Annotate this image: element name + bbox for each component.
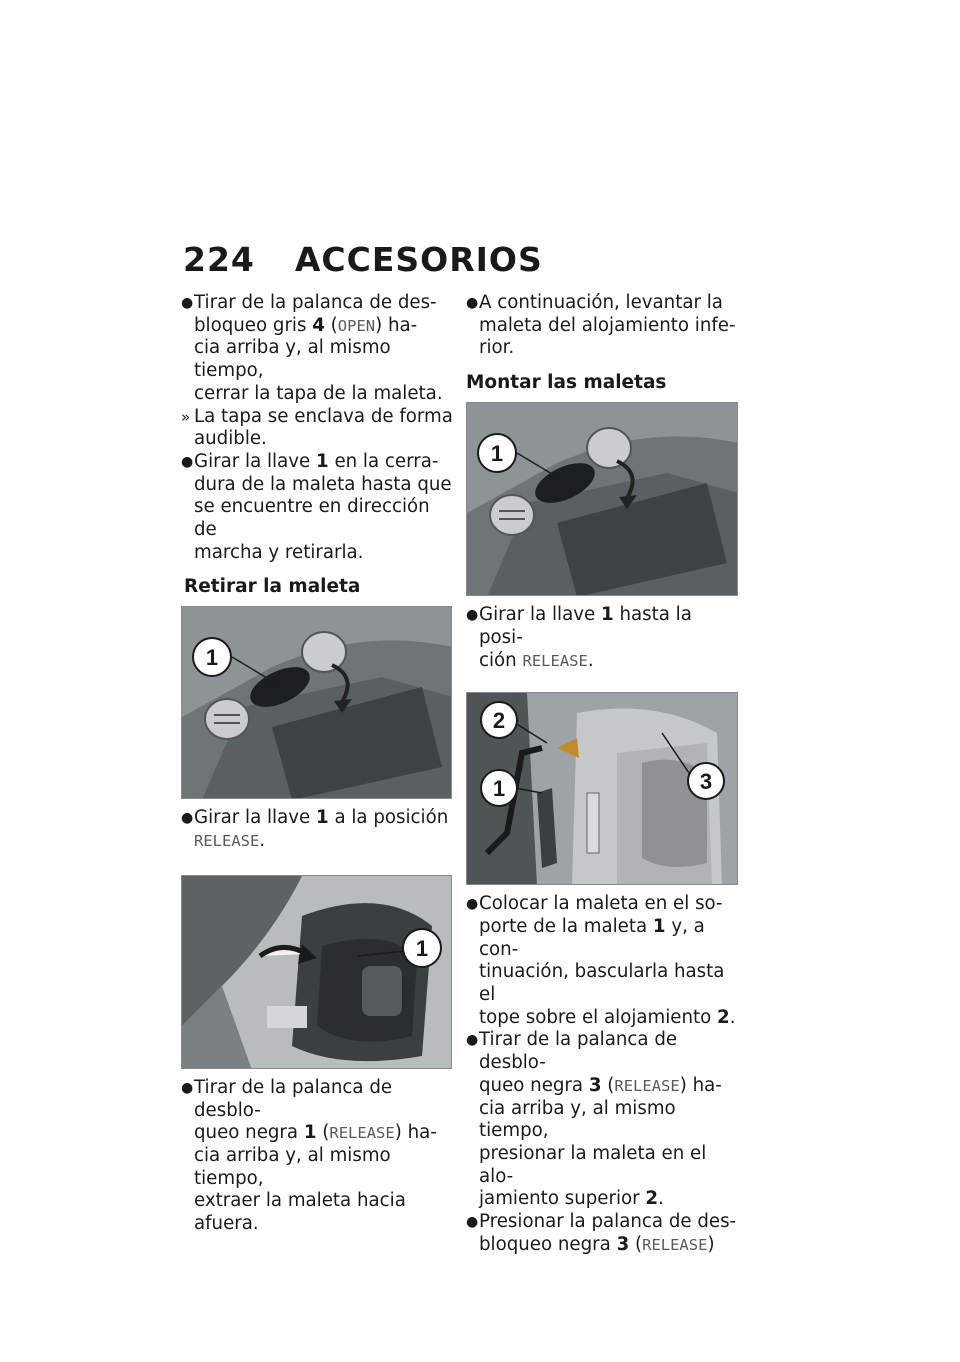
bullet-icon: ●	[466, 896, 479, 913]
bullet-icon: ●	[181, 810, 194, 827]
instruction-step: ● Girar la llave 1 a la posición RELEASE.	[181, 807, 449, 852]
figure-key-lock	[181, 606, 452, 799]
figure-callout: 1	[490, 441, 504, 467]
bullet-icon: ●	[466, 295, 479, 311]
result-step: » La tapa se enclava de forma audible.	[181, 405, 453, 450]
instruction-step: ● A continuación, levantar la maleta del alojamiento infe- rior.	[466, 292, 736, 359]
figure-callout: 3	[699, 769, 713, 795]
figure-callout: 1	[492, 776, 506, 802]
figure-case-mount	[466, 692, 738, 885]
instruction-step: ● Colocar la maleta en el so- porte de la maleta 1 y, a con- tinuación, bascularla hasta el tope sobre el alojamiento 2.	[466, 893, 736, 1028]
instruction-step: ● Tirar de la palanca de des- bloqueo gris 4 (OPEN) ha- cia arriba y, al mismo tiempo, cerrar la tapa de la maleta.	[181, 292, 443, 404]
bullet-icon: ●	[466, 607, 479, 624]
page-header	[183, 240, 543, 280]
chapter-title: ACCESORIOS	[294, 240, 543, 279]
result-arrow-icon: »	[181, 407, 191, 426]
bullet-icon: ●	[181, 453, 194, 470]
bullet-icon: ●	[466, 1214, 479, 1231]
figure-callout: 1	[415, 935, 429, 961]
left-column	[181, 292, 453, 1236]
figure-key-lock	[466, 402, 738, 596]
instruction-step: ● Tirar de la palanca de desblo- queo negra 1 (RELEASE) ha- cia arriba y, al mismo tiempo, extraer la maleta hacia afuera.	[181, 1076, 437, 1235]
figure-callout: 2	[492, 708, 506, 734]
page-number: 224	[183, 240, 255, 279]
section-heading: Retirar la maleta	[184, 576, 361, 598]
section-heading: Montar las maletas	[466, 372, 667, 394]
bullet-icon: ●	[181, 295, 194, 311]
instruction-step: ● Presionar la palanca de des- bloqueo negra 3 (RELEASE)	[466, 1211, 737, 1255]
figure-release-lever	[181, 875, 452, 1069]
bullet-icon: ●	[466, 1032, 479, 1049]
instruction-step: ● Girar la llave 1 hasta la posi- ción RELEASE.	[466, 604, 692, 671]
figure-callout: 1	[205, 645, 219, 671]
instruction-step: ● Girar la llave 1 en la cerra- dura de la maleta hasta que se encuentre en dirección de marcha y retirarla.	[181, 450, 452, 563]
instruction-step: ● Tirar de la palanca de desblo- queo negra 3 (RELEASE) ha- cia arriba y, al mismo tiempo, presionar la maleta en el alo- jamiento superior 2.	[466, 1029, 722, 1210]
right-column	[466, 292, 740, 1256]
bullet-icon: ●	[181, 1079, 194, 1096]
